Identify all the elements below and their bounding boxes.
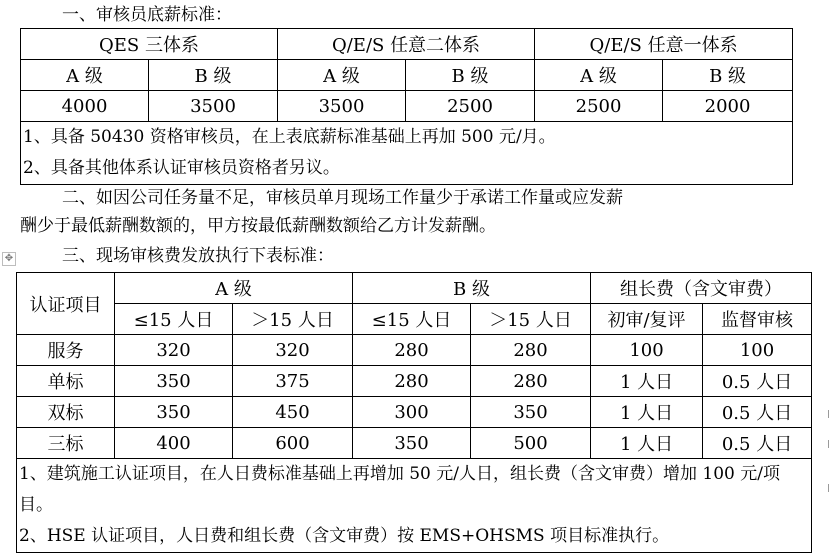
fee-cell: 0.5 人日 — [703, 397, 812, 428]
level-cell: A 级 — [21, 60, 149, 91]
system-header-any-one: Q/E/S 任意一体系 — [535, 29, 793, 60]
fee-cell: 375 — [233, 366, 353, 397]
level-cell: A 级 — [535, 60, 663, 91]
fee-cell: 350 — [115, 397, 233, 428]
fee-cell: 350 — [353, 428, 471, 459]
fee-notes-row — [17, 459, 812, 553]
fee-group-header-row — [17, 273, 812, 304]
section3-heading: 三、现场审核费发放执行下表标准： — [62, 246, 334, 266]
level-cell: B 级 — [663, 60, 793, 91]
fee-cell: 350 — [471, 397, 591, 428]
group-b-header: B 级 — [353, 273, 591, 304]
fee-note-1: 1、建筑施工认证项目，在人日费标准基础上再增加 50 元/人日，组长费（含文审费）增加 100 元/项目。 — [19, 464, 780, 515]
row-name: 三标 — [17, 428, 115, 459]
section2-line1: 二、如因公司任务量不足，审核员单月现场工作量少于承诺工作量或应发薪 — [62, 188, 623, 208]
fee-cell: 1 人日 — [591, 366, 703, 397]
fee-cell: 0.5 人日 — [703, 428, 812, 459]
salary-cell: 3500 — [278, 91, 406, 122]
fee-cell: 350 — [115, 366, 233, 397]
table-move-icon[interactable]: ✥ — [2, 252, 16, 266]
table-row — [17, 428, 812, 459]
salary-notes — [21, 122, 793, 185]
salary-cell: 3500 — [149, 91, 278, 122]
fee-cell: 300 — [353, 397, 471, 428]
sub-header: ＞15 人日 — [471, 304, 591, 335]
salary-note-2: 2、具备其他体系认证审核员资格者另议。 — [23, 158, 340, 178]
table-row — [17, 335, 812, 366]
fee-cell: 280 — [471, 366, 591, 397]
sub-header: 监督审核 — [703, 304, 812, 335]
row-resize-mark[interactable] — [822, 484, 829, 492]
system-header-any-two: Q/E/S 任意二体系 — [278, 29, 535, 60]
fee-cell: 0.5 人日 — [703, 366, 812, 397]
fee-cell: 280 — [353, 366, 471, 397]
salary-notes-row — [21, 122, 793, 185]
salary-cell: 2500 — [535, 91, 663, 122]
group-a-header: A 级 — [115, 273, 353, 304]
table-row — [17, 397, 812, 428]
sub-header: ＞15 人日 — [233, 304, 353, 335]
salary-cell: 2000 — [663, 91, 793, 122]
system-header-row — [21, 29, 793, 60]
level-cell: A 级 — [278, 60, 406, 91]
fee-cell: 600 — [233, 428, 353, 459]
row-resize-mark[interactable] — [822, 410, 829, 418]
fee-cell: 100 — [591, 335, 703, 366]
salary-note-1: 1、具备 50430 资格审核员，在上表底薪标准基础上再加 500 元/月。 — [23, 127, 556, 147]
col-project-header: 认证项目 — [17, 273, 115, 335]
row-name: 服务 — [17, 335, 115, 366]
fee-sub-header-row — [17, 304, 812, 335]
fee-cell: 400 — [115, 428, 233, 459]
sub-header: 初审/复评 — [591, 304, 703, 335]
table-row — [17, 366, 812, 397]
fee-cell: 500 — [471, 428, 591, 459]
system-header-qes: QES 三体系 — [21, 29, 278, 60]
sub-header: ≤15 人日 — [115, 304, 233, 335]
row-name: 双标 — [17, 397, 115, 428]
fee-cell: 100 — [703, 335, 812, 366]
group-leader-header: 组长费（含文审费） — [591, 273, 812, 304]
section1-heading: 一、审核员底薪标准： — [62, 5, 232, 25]
fee-cell: 320 — [115, 335, 233, 366]
row-name: 单标 — [17, 366, 115, 397]
salary-row — [21, 91, 793, 122]
level-cell: B 级 — [149, 60, 278, 91]
fee-notes — [17, 459, 812, 553]
sub-header: ≤15 人日 — [353, 304, 471, 335]
fee-note-2: 2、HSE 认证项目，人日费和组长费（含文审费）按 EMS+OHSMS 项目标准执行。 — [19, 526, 670, 546]
fee-cell: 320 — [233, 335, 353, 366]
fee-cell: 1 人日 — [591, 397, 703, 428]
salary-cell: 2500 — [406, 91, 535, 122]
fee-cell: 450 — [233, 397, 353, 428]
section2-line2: 酬少于最低薪酬数额的，甲方按最低薪酬数额给乙方计发薪酬。 — [20, 216, 496, 236]
salary-cell: 4000 — [21, 91, 149, 122]
level-row — [21, 60, 793, 91]
row-resize-mark[interactable] — [822, 440, 829, 448]
fee-cell: 280 — [471, 335, 591, 366]
level-cell: B 级 — [406, 60, 535, 91]
base-salary-table — [20, 28, 793, 185]
fee-cell: 280 — [353, 335, 471, 366]
audit-fee-table — [16, 272, 812, 553]
fee-cell: 1 人日 — [591, 428, 703, 459]
